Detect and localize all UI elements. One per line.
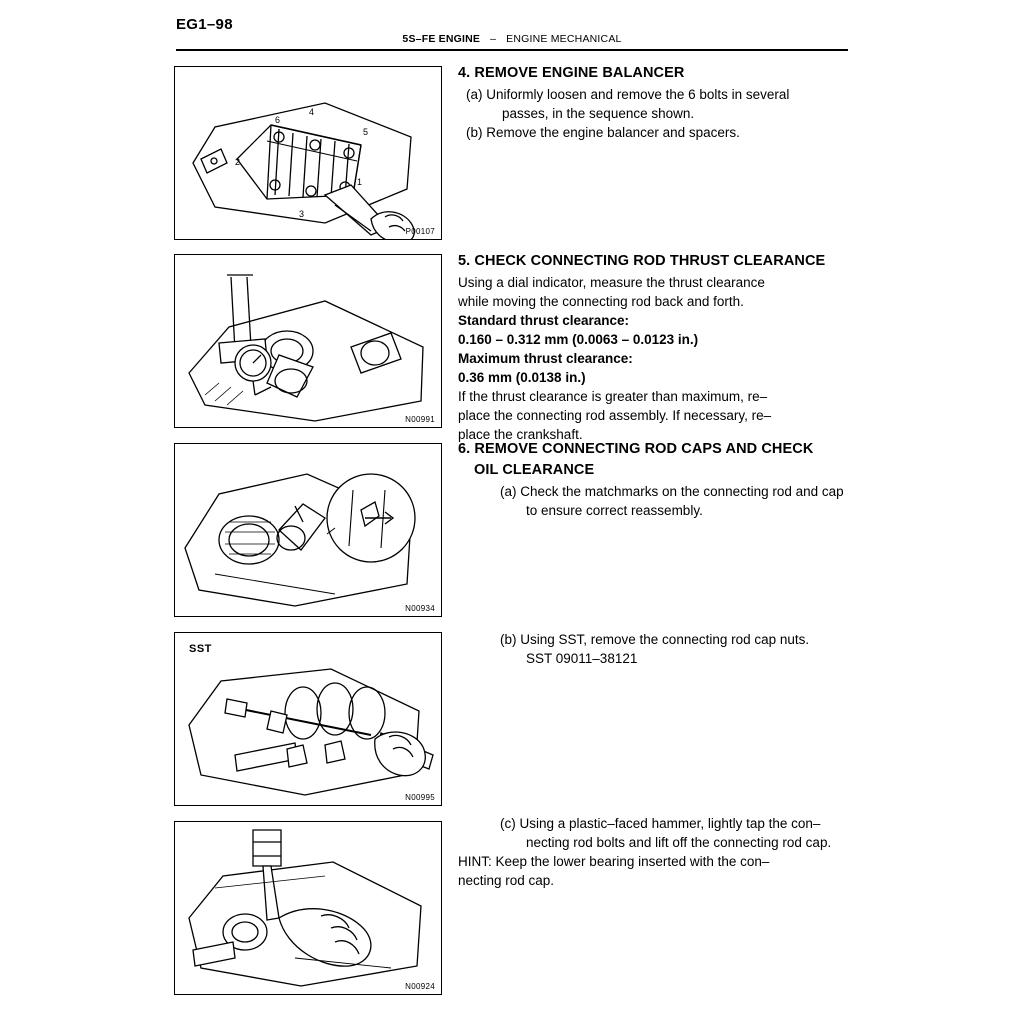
sst-illustration [175,633,441,805]
step-6-hint-line1: HINT: Keep the lower bearing inserted with the con– [458,854,770,869]
sst-label: SST [189,643,212,655]
svg-text:2: 2 [235,157,241,167]
svg-text:6: 6 [275,115,281,125]
step-5-line5: place the crankshaft. [458,427,583,442]
step-6c-block [458,814,858,890]
step-5-line4: place the connecting rod assembly. If necessary, re– [458,408,772,423]
step-5-block [458,252,858,444]
step-5-standard-label: Standard thrust clearance: [458,313,630,328]
figure-engine-balancer [174,66,442,240]
svg-text:1: 1 [357,177,363,187]
page-number: EG1–98 [176,16,233,33]
step-6b-block [458,630,858,668]
figure-code: N00995 [405,793,435,802]
step-6-c-line1: (c) Using a plastic–faced hammer, lightly tap the con– [500,816,821,831]
step-4-a-line1: (a) Uniformly loosen and remove the 6 bolts in several [466,87,790,102]
svg-text:3: 3 [299,209,305,219]
step-6-c-line2: necting rod bolts and lift off the connecting rod cap. [526,835,832,850]
step-5-maximum-label: Maximum thrust clearance: [458,351,633,366]
svg-text:4: 4 [309,107,315,117]
plastic-hammer-illustration [175,822,441,994]
engine-balancer-illustration [175,67,441,239]
dial-indicator-illustration [175,255,441,427]
svg-text:5: 5 [363,127,369,137]
step-6-b-line2: SST 09011–38121 [526,651,638,666]
figure-sst-rod-cap-nuts [174,632,442,806]
step-4-title: 4. REMOVE ENGINE BALANCER [458,65,685,81]
header-dash: – [490,33,497,45]
figure-plastic-hammer [174,821,442,995]
step-6-b-line1: (b) Using SST, remove the connecting rod cap nuts. [500,632,810,647]
header-engine-label: 5S–FE ENGINE [402,33,481,45]
figure-code: P00107 [405,227,435,236]
figure-thrust-clearance [174,254,442,428]
step-5-standard-value: 0.160 – 0.312 mm (0.0063 – 0.0123 in.) [458,332,699,347]
figure-code: N00991 [405,415,435,424]
step-4-a-line2: passes, in the sequence shown. [502,106,695,121]
header-divider [176,49,848,51]
step-4-b-line1: (b) Remove the engine balancer and spacers. [466,125,740,140]
step-5-line3: If the thrust clearance is greater than maximum, re– [458,389,768,404]
step-6-title-line2 [458,461,858,480]
step-6-title-line1: 6. REMOVE CONNECTING ROD CAPS AND CHECK [458,441,814,457]
step-5-maximum-value: 0.36 mm (0.0138 in.) [458,370,586,385]
header-section-label: ENGINE MECHANICAL [506,33,622,45]
step-6-hint-line2: necting rod cap. [458,873,555,888]
figure-matchmarks [174,443,442,617]
figure-code: N00934 [405,604,435,613]
matchmarks-illustration [175,444,441,616]
step-6-block [458,440,858,520]
step-6-a-line2: to ensure correct reassembly. [526,503,703,518]
step-5-line1: Using a dial indicator, measure the thrust clearance [458,275,765,290]
step-5-line2: while moving the connecting rod back and forth. [458,294,744,309]
figure-code: N00924 [405,982,435,991]
step-5-title: 5. CHECK CONNECTING ROD THRUST CLEARANCE [458,253,826,269]
header-title [176,33,848,45]
step-6-a-line1: (a) Check the matchmarks on the connecting rod and cap [500,484,844,499]
step-6-title-line2-text: OIL CLEARANCE [474,462,595,478]
step-4-block [458,64,858,142]
